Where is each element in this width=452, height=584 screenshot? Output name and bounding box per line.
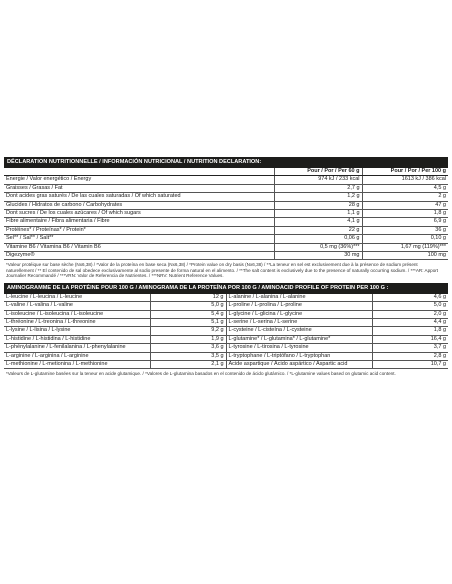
amino-row [4, 310, 448, 318]
value-per60: 30 mg [274, 252, 362, 260]
amino-value-right: 10,7 g [372, 360, 448, 368]
nutrition-row [4, 226, 448, 234]
amino-value-left: 5,4 g [150, 310, 226, 318]
nutrition-header-row [4, 168, 448, 176]
nutrition-row [4, 252, 448, 260]
value-per100: 100 mg [362, 252, 448, 260]
amino-value-right: 2,0 g [372, 310, 448, 318]
amino-name-left: L-phénylalanine / L-fenilalanina / L-phenylalanine [4, 344, 150, 352]
amino-value-right: 4,6 g [372, 294, 448, 302]
value-per60: 0,5 mg (36%)*** [274, 243, 362, 251]
amino-name-right: L-cysteine / L-cisteína / L-cysteine [226, 327, 372, 335]
nutrient-label: Énergie / Valor energético / Energy [4, 176, 274, 184]
amino-name-left: L-isoleucine / L-isoleucina / L-isoleucine [4, 310, 150, 318]
amino-footnote: *Valeurs de L-glutamine basées sur la teneur en acide glutamique. / *Valores de L-glutamina basados en el contenido de ácido glutámico. / *L-glutamine values based on glutamic acid content. [6, 371, 396, 377]
value-per100: 1,67 mg (119%)*** [362, 243, 448, 251]
nutrient-label: Digezyme® [4, 252, 274, 260]
amino-value-left: 5,0 g [150, 302, 226, 310]
label-panel [4, 157, 448, 381]
value-per60: 4,1 g [274, 218, 362, 226]
value-per60: 2,7 g [274, 184, 362, 192]
nutrition-table [4, 168, 448, 260]
value-per100: 1,8 g [362, 210, 448, 218]
value-per100: 2 g [362, 193, 448, 201]
amino-value-left: 3,5 g [150, 352, 226, 360]
value-per60: 1,1 g [274, 210, 362, 218]
nutrient-label: Protéines* / Proteínas* / Protein* [4, 226, 274, 234]
amino-value-right: 2,8 g [372, 352, 448, 360]
value-per100: 4,5 g [362, 184, 448, 192]
nutrition-row [4, 184, 448, 192]
value-per100: 0,10 g [362, 235, 448, 243]
amino-name-right: L-serine / L-serina / L-serine [226, 318, 372, 326]
amino-name-left: L-histidine / L-histidina / L-histidine [4, 335, 150, 343]
amino-title: AMINOGRAMME DE LA PROTÉINE POUR 100 G / AMINOGRAMA DE LA PROTEÍNA POR 100 G / AMINOACID PROFILE OF PROTEIN PER 100 G : [4, 283, 448, 294]
nutrition-row [4, 176, 448, 184]
amino-name-right: L-tryptophane / L-triptófano / L-tryptophan [226, 352, 372, 360]
nutrient-label: Fibre alimentaire / Fibra alimentaria / Fibre [4, 218, 274, 226]
nutrient-label: Dont sucres / De los cuales azúcares / Of which sugars [4, 210, 274, 218]
amino-name-left: L-methionine / L-metionina / L-methionine [4, 360, 150, 368]
value-per60: 974 kJ / 233 kcal [274, 176, 362, 184]
amino-name-right: L-glycine / L-glicina / L-glycine [226, 310, 372, 318]
amino-name-left: L-arginine / L-arginina / L-arginine [4, 352, 150, 360]
value-per100: 36 g [362, 226, 448, 234]
value-per60: 28 g [274, 201, 362, 209]
nutrition-row [4, 201, 448, 209]
nutrient-label: Glucides / Hidratos de carbono / Carbohydrates [4, 201, 274, 209]
value-per60: 0,06 g [274, 235, 362, 243]
amino-name-left: L-lysine / L-lisina / L-lysine [4, 327, 150, 335]
amino-value-left: 9,2 g [150, 327, 226, 335]
nutrient-label: Dont acides gras saturés / De las cuales saturadas / Of which saturated [4, 193, 274, 201]
value-per100: 1613 kJ / 386 kcal [362, 176, 448, 184]
amino-value-right: 3,7 g [372, 344, 448, 352]
amino-name-right: L-glutamine* / L-glutamina* / L-glutamine* [226, 335, 372, 343]
amino-name-right: L-tyrosine / L-tirosina / L-tyrosine [226, 344, 372, 352]
amino-name-left: L-thréonine / L-treonina / L-threonine [4, 318, 150, 326]
amino-value-left: 1,9 g [150, 335, 226, 343]
amino-value-right: 1,8 g [372, 327, 448, 335]
amino-row [4, 352, 448, 360]
amino-value-left: 3,6 g [150, 344, 226, 352]
nutrition-row [4, 218, 448, 226]
amino-name-right: Acide aspartique / Ácido aspártico / Aspartic acid [226, 360, 372, 368]
nutrition-header-blank [4, 168, 274, 176]
amino-name-left: L-leucine / L-leucina / L-leucine [4, 294, 150, 302]
value-per100: 47 g [362, 201, 448, 209]
amino-row [4, 302, 448, 310]
amino-name-left: L-valine / L-valina / L-valine [4, 302, 150, 310]
nutrition-row [4, 243, 448, 251]
amino-row [4, 318, 448, 326]
amino-value-right: 5,0 g [372, 302, 448, 310]
nutrition-footnote: *Valeur protéique sur base sèche (Nx6,38) / *Valor de la proteína en base seca (Nx6,38) / *Protein value on dry basis (Nx6,38) / **La teneur en sel est exclusivement due à la présence de sodium présent naturellement / ** El contenido de sal obedece exclusivamente al sodio presente de forma natural en el alimento. / **The salt content is exclusively due to the presence of naturally occurring sodium. / ***AR: Apport Journalier Recommandé / ***VRN: Valor de Referencia de Nutrientes. / ***NRV: Nutrient Reference Values. [6, 262, 439, 279]
col-per100: Pour / Por / Per 100 g [362, 168, 448, 176]
amino-row [4, 335, 448, 343]
amino-row [4, 294, 448, 302]
value-per100: 6,9 g [362, 218, 448, 226]
amino-value-left: 12 g [150, 294, 226, 302]
nutrient-label: Sel** / Sal** / Salt** [4, 235, 274, 243]
amino-name-right: L-alanine / L-alanina / L-alanine [226, 294, 372, 302]
nutrition-row [4, 193, 448, 201]
nutrition-title: DÉCLARATION NUTRITIONNELLE / INFORMACIÓN NUTRICIONAL / NUTRITION DECLARATION: [4, 157, 448, 168]
value-per60: 22 g [274, 226, 362, 234]
amino-value-left: 2,1 g [150, 360, 226, 368]
amino-value-right: 16,4 g [372, 335, 448, 343]
amino-value-left: 5,1 g [150, 318, 226, 326]
nutrient-label: Vitamine B6 / Vitamina B6 / Vitamin B6 [4, 243, 274, 251]
amino-table [4, 294, 448, 370]
nutrition-row [4, 210, 448, 218]
value-per60: 1,2 g [274, 193, 362, 201]
amino-row [4, 344, 448, 352]
nutrition-row [4, 235, 448, 243]
amino-name-right: L-proline / L-prolina / L-proline [226, 302, 372, 310]
nutrient-label: Graisses / Grasas / Fat [4, 184, 274, 192]
amino-row [4, 360, 448, 368]
amino-value-right: 4,4 g [372, 318, 448, 326]
col-per60: Pour / Por / Per 60 g [274, 168, 362, 176]
amino-row [4, 327, 448, 335]
